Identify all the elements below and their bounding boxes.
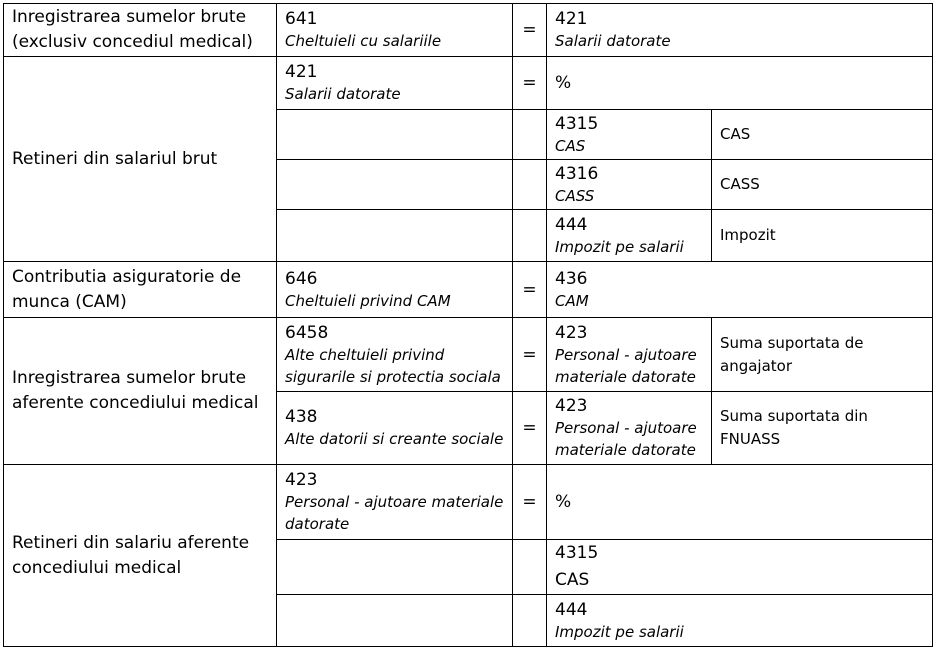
account-name: Personal - ajutoare materiale datorate <box>285 493 504 533</box>
credit-percent <box>547 57 933 110</box>
empty-cell <box>277 540 513 595</box>
section-label-gross: Inregistrarea sumelor brute (exclusiv concediul medical) <box>4 4 277 57</box>
section-label-withholdings: Retineri din salariul brut <box>4 57 277 262</box>
account-code: 423 <box>285 470 318 490</box>
credit-account <box>547 262 933 318</box>
account-code: 436 <box>555 268 588 289</box>
line-note: Impozit <box>712 210 933 262</box>
account-code: 4316 <box>555 163 599 184</box>
equals-sign: = <box>513 465 547 540</box>
credit-account <box>547 540 933 595</box>
account-code: 4315 <box>555 543 599 563</box>
empty-cell <box>513 595 547 647</box>
credit-account <box>547 160 712 210</box>
debit-account <box>277 262 513 318</box>
equals-sign: = <box>513 262 547 318</box>
account-name: Alte cheltuieli privind sigurarile si protectia sociala <box>285 345 501 386</box>
table-row <box>4 4 933 57</box>
account-code: 438 <box>285 407 318 427</box>
empty-cell <box>277 210 513 262</box>
credit-account <box>547 210 712 262</box>
percent-symbol: % <box>555 492 572 512</box>
section-label-cam: Contributia asiguratorie de munca (CAM) <box>4 262 277 318</box>
table-row <box>4 465 933 540</box>
table-row <box>4 318 933 392</box>
equals-sign: = <box>513 57 547 110</box>
debit-account <box>277 465 513 540</box>
empty-cell <box>277 110 513 160</box>
credit-percent <box>547 465 933 540</box>
line-note: CASS <box>712 160 933 210</box>
empty-cell <box>513 540 547 595</box>
empty-cell <box>513 110 547 160</box>
account-code: 444 <box>555 214 588 235</box>
account-name: CAM <box>555 291 589 310</box>
section-label-medical: Inregistrarea sumelor brute aferente concediului medical <box>4 318 277 465</box>
empty-cell <box>513 160 547 210</box>
empty-cell <box>277 595 513 647</box>
account-code: 444 <box>555 599 588 620</box>
account-code: 641 <box>285 9 318 29</box>
account-code: 423 <box>555 396 588 416</box>
account-name: CAS <box>555 570 590 590</box>
account-name: Salarii datorate <box>555 32 671 50</box>
section-label-medical-withholdings: Retineri din salariu aferente concediului medical <box>4 465 277 647</box>
percent-symbol: % <box>555 73 572 93</box>
account-name: Impozit pe salarii <box>555 237 684 256</box>
credit-account <box>547 392 712 465</box>
equals-sign: = <box>513 318 547 392</box>
account-name: Cheltuieli cu salariile <box>285 32 442 50</box>
line-note: Suma suportata de angajator <box>712 318 933 392</box>
account-code: 6458 <box>285 322 329 343</box>
account-name: CASS <box>555 186 595 205</box>
account-code: 646 <box>285 268 318 289</box>
table-row <box>4 262 933 318</box>
line-note: CAS <box>712 110 933 160</box>
accounting-entries-table <box>3 3 933 647</box>
credit-account <box>547 318 712 392</box>
empty-cell <box>277 160 513 210</box>
debit-account <box>277 318 513 392</box>
debit-account <box>277 392 513 465</box>
credit-account <box>547 595 933 647</box>
empty-cell <box>513 210 547 262</box>
account-name: CAS <box>555 136 586 155</box>
account-code: 4315 <box>555 113 599 134</box>
account-code: 423 <box>555 322 588 343</box>
account-name: Personal - ajutoare materiale datorate <box>555 419 697 459</box>
equals-sign: = <box>513 392 547 465</box>
equals-sign: = <box>513 4 547 57</box>
account-name: Salarii datorate <box>285 85 401 103</box>
account-name: Personal - ajutoare materiale datorate <box>555 345 697 386</box>
debit-account <box>277 4 513 57</box>
account-code: 421 <box>555 9 588 29</box>
account-name: Impozit pe salarii <box>555 622 684 641</box>
debit-account <box>277 57 513 110</box>
table-row <box>4 57 933 110</box>
account-name: Alte datorii si creante sociale <box>285 430 504 448</box>
account-name: Cheltuieli privind CAM <box>285 291 451 310</box>
credit-account <box>547 4 933 57</box>
account-code: 421 <box>285 62 318 82</box>
line-note: Suma suportata din FNUASS <box>712 392 933 465</box>
credit-account <box>547 110 712 160</box>
